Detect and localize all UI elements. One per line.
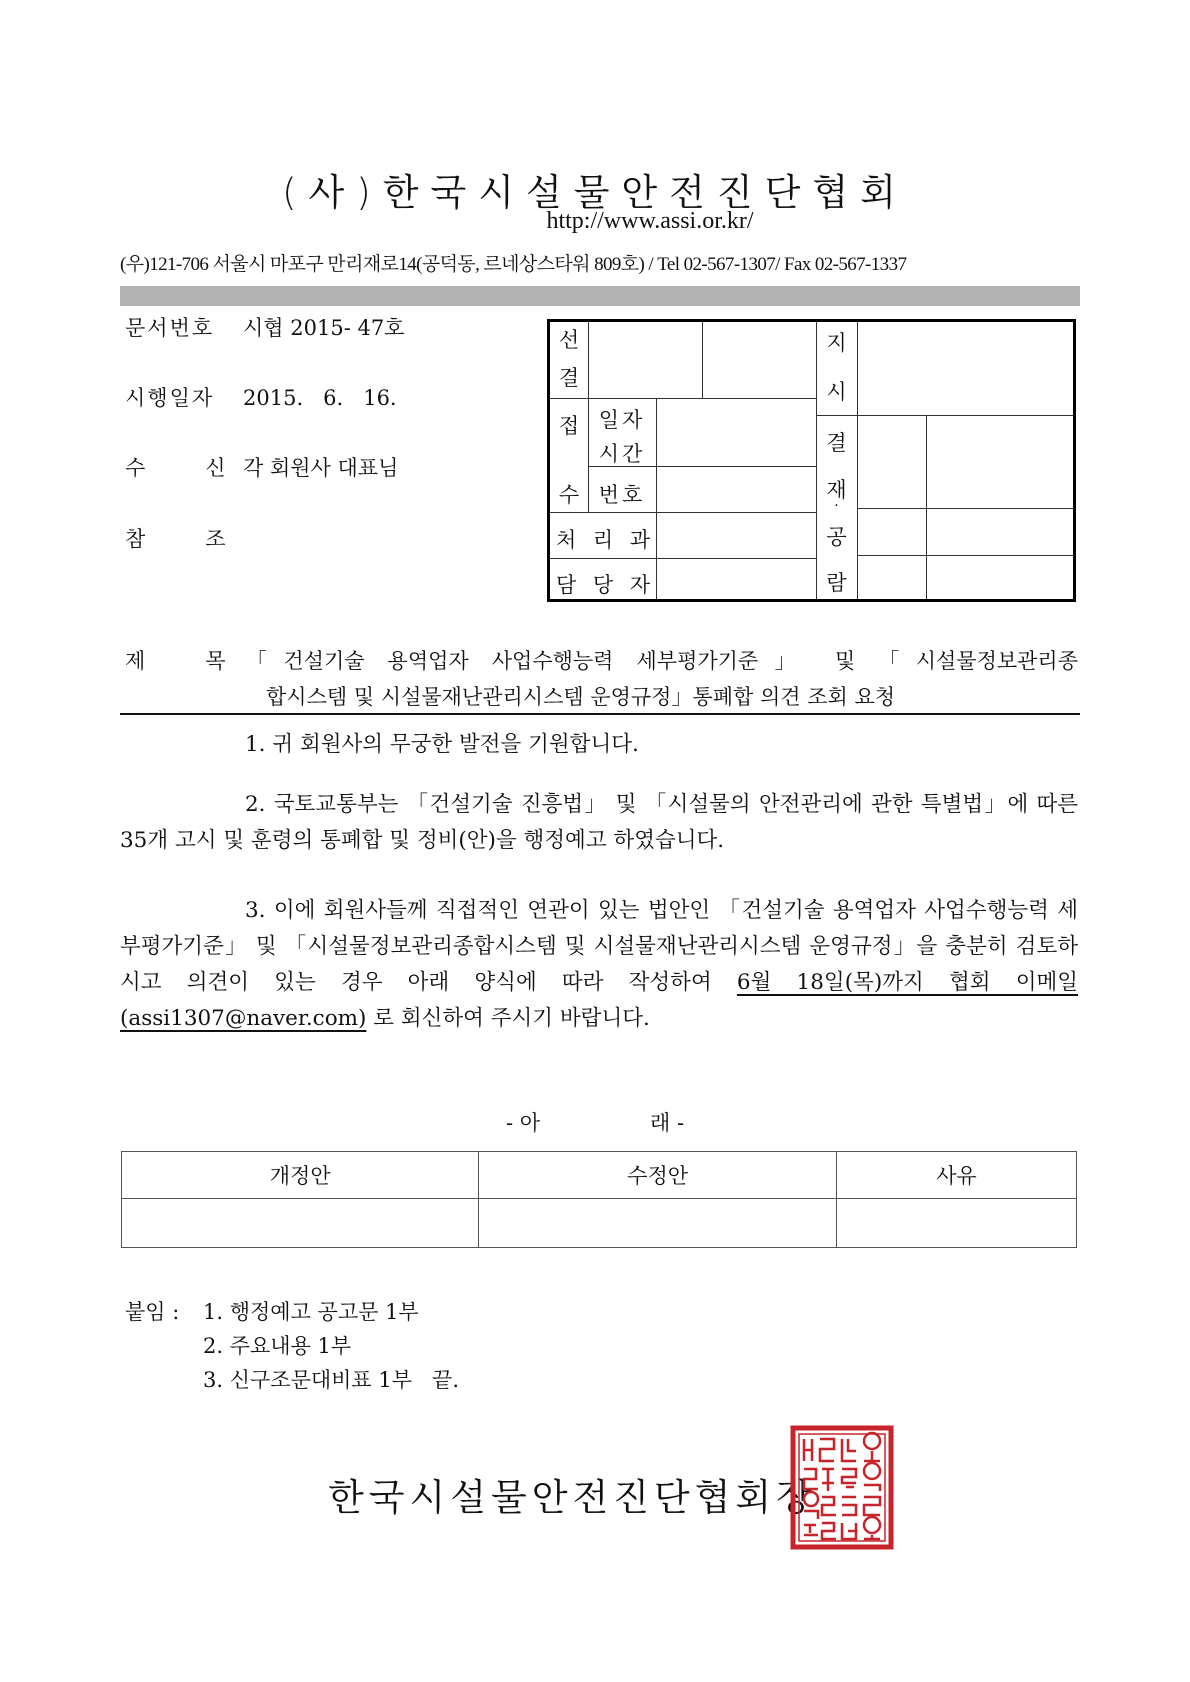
reception-char: 접 — [558, 414, 580, 438]
recipient-value: 각 회원사 대표님 — [243, 456, 399, 480]
table-cell-amendment[interactable] — [122, 1199, 479, 1248]
seal-graphic — [790, 1425, 894, 1550]
attachment-item: 2. 주요내용 1부 — [203, 1334, 352, 1358]
recipient-label — [125, 452, 243, 482]
reference-row — [125, 523, 243, 553]
body-paragraph-2: 2. 국토교통부는 「건설기술 진흥법」 및 「시설물의 안전관리에 관한 특별법」에 따른 35개 고시 및 훈령의 통폐합 및 정비(안)을 행정예고 하였습니다. — [120, 792, 1078, 853]
notice-heading-right: 래 - — [650, 1111, 685, 1135]
subject-label-char: 목 — [205, 649, 226, 673]
signature-name: 한국시설물안전진단협회장 — [328, 1476, 817, 1519]
attachment-item: 3. 신구조문대비표 1부 끝. — [203, 1368, 460, 1392]
reference-label — [125, 523, 243, 553]
table-header-row — [122, 1152, 1077, 1199]
doc-number-value: 시협 2015- 47호 — [243, 316, 405, 340]
doc-number-label: 문서번호 — [125, 316, 215, 340]
recipient-row — [125, 452, 398, 482]
organization-url[interactable]: http://www.assi.or.kr/ — [546, 208, 754, 234]
table-row — [122, 1199, 1077, 1248]
doc-number-row — [125, 312, 404, 342]
subject-label-char: 제 — [125, 649, 146, 673]
date-label: 시행일자 — [125, 386, 215, 410]
attachment-item: 1. 행정예고 공고문 1부 — [203, 1300, 419, 1324]
date-value: 2015. 6. 16. — [243, 386, 397, 410]
table-line — [857, 322, 858, 599]
subject-divider — [120, 713, 1080, 715]
table-line — [656, 398, 657, 599]
column-header-amendment: 개정안 — [122, 1152, 479, 1199]
reference-label-char: 참 — [125, 527, 146, 551]
instruction-char: 지 — [826, 331, 847, 355]
pre-approval-char: 결 — [558, 366, 580, 390]
body-paragraph-3 — [120, 893, 1078, 1037]
table-line — [550, 558, 816, 559]
department-char: 처 — [556, 528, 577, 552]
number-label: 번호 — [598, 483, 646, 507]
department-char: 리 — [592, 528, 614, 552]
subject-line-2: 합시스템 및 시설물재난관리시스템 운영규정」통폐합 의견 조회 요청 — [266, 685, 896, 709]
department-label — [550, 524, 656, 554]
official-seal-icon — [790, 1425, 894, 1550]
person-char: 당 — [592, 573, 614, 597]
recipient-label-char: 수 — [125, 456, 146, 480]
column-header-reason: 사유 — [836, 1152, 1076, 1199]
body-paragraph-3-text: 3. 이에 회원사들께 직접적인 연관이 있는 법안인 「건설기술 용역업자 사업수행능력 세부평가기준」 및 「시설물정보관리종합시스템 및 시설물재난관리시스템 운영규정」을 충분히 검토하시고 의견이 있는 경우 아래 양식에 따라 작성하여 — [120, 898, 1078, 995]
attachments-label: 붙임 : — [125, 1300, 180, 1324]
table-cell-revision[interactable] — [479, 1199, 836, 1248]
subject-line-1: 「건설기술 용역업자 사업수행능력 세부평가기준」 및 「시설물정보관리종 — [246, 649, 1078, 673]
body-paragraph-3-end: 로 회신하여 주시기 바랍니다. — [366, 1006, 650, 1031]
attachments-list — [203, 1295, 459, 1397]
recipient-label-char: 신 — [205, 456, 226, 480]
table-line — [926, 415, 927, 599]
pre-approval-char: 선 — [558, 328, 580, 352]
approval-review-char: 결 — [826, 431, 847, 455]
approval-review-char: 람 — [826, 571, 847, 595]
opinion-form-table — [121, 1151, 1077, 1248]
approval-review-char: · — [834, 498, 839, 514]
table-line — [816, 322, 817, 599]
table-line — [550, 398, 816, 399]
approval-table — [547, 319, 1076, 602]
date-time-label: 일자 — [598, 408, 646, 432]
table-line — [857, 508, 1073, 509]
person-in-charge-label — [550, 569, 656, 599]
approval-review-char: 공 — [826, 525, 847, 549]
table-line — [816, 415, 1073, 416]
notice-heading-left: - 아 — [505, 1111, 540, 1135]
reception-char: 수 — [558, 483, 580, 507]
table-line — [550, 512, 816, 513]
date-row — [125, 382, 397, 412]
notice-heading — [0, 1107, 1190, 1137]
person-char: 담 — [556, 573, 577, 597]
approval-review-char: 재 — [826, 478, 847, 502]
reply-deadline-email[interactable]: 6월 18일(목)까지 협회 이메일(assi1307@naver.com) — [120, 970, 1078, 1031]
column-header-revision: 수정안 — [479, 1152, 836, 1199]
department-char: 과 — [629, 528, 650, 552]
table-line — [588, 322, 589, 398]
header-divider-bar — [120, 286, 1080, 306]
organization-address: (우)121-706 서울시 마포구 만리재로14(공덕동, 르네상스타워 809호) / Tel 02-567-1307/ Fax 02-567-1337 — [120, 254, 907, 275]
table-line — [857, 555, 1073, 556]
date-time-label: 시간 — [598, 442, 646, 466]
table-line — [702, 322, 703, 398]
person-char: 자 — [629, 573, 650, 597]
organization-title: (사)한국시설물안전진단협회 — [282, 171, 908, 214]
table-cell-reason[interactable] — [836, 1199, 1076, 1248]
instruction-char: 시 — [826, 380, 847, 404]
body-paragraph-1: 1. 귀 회원사의 무궁한 발전을 기원합니다. — [245, 732, 639, 757]
reference-label-char: 조 — [205, 527, 226, 551]
subject-label — [125, 643, 243, 679]
